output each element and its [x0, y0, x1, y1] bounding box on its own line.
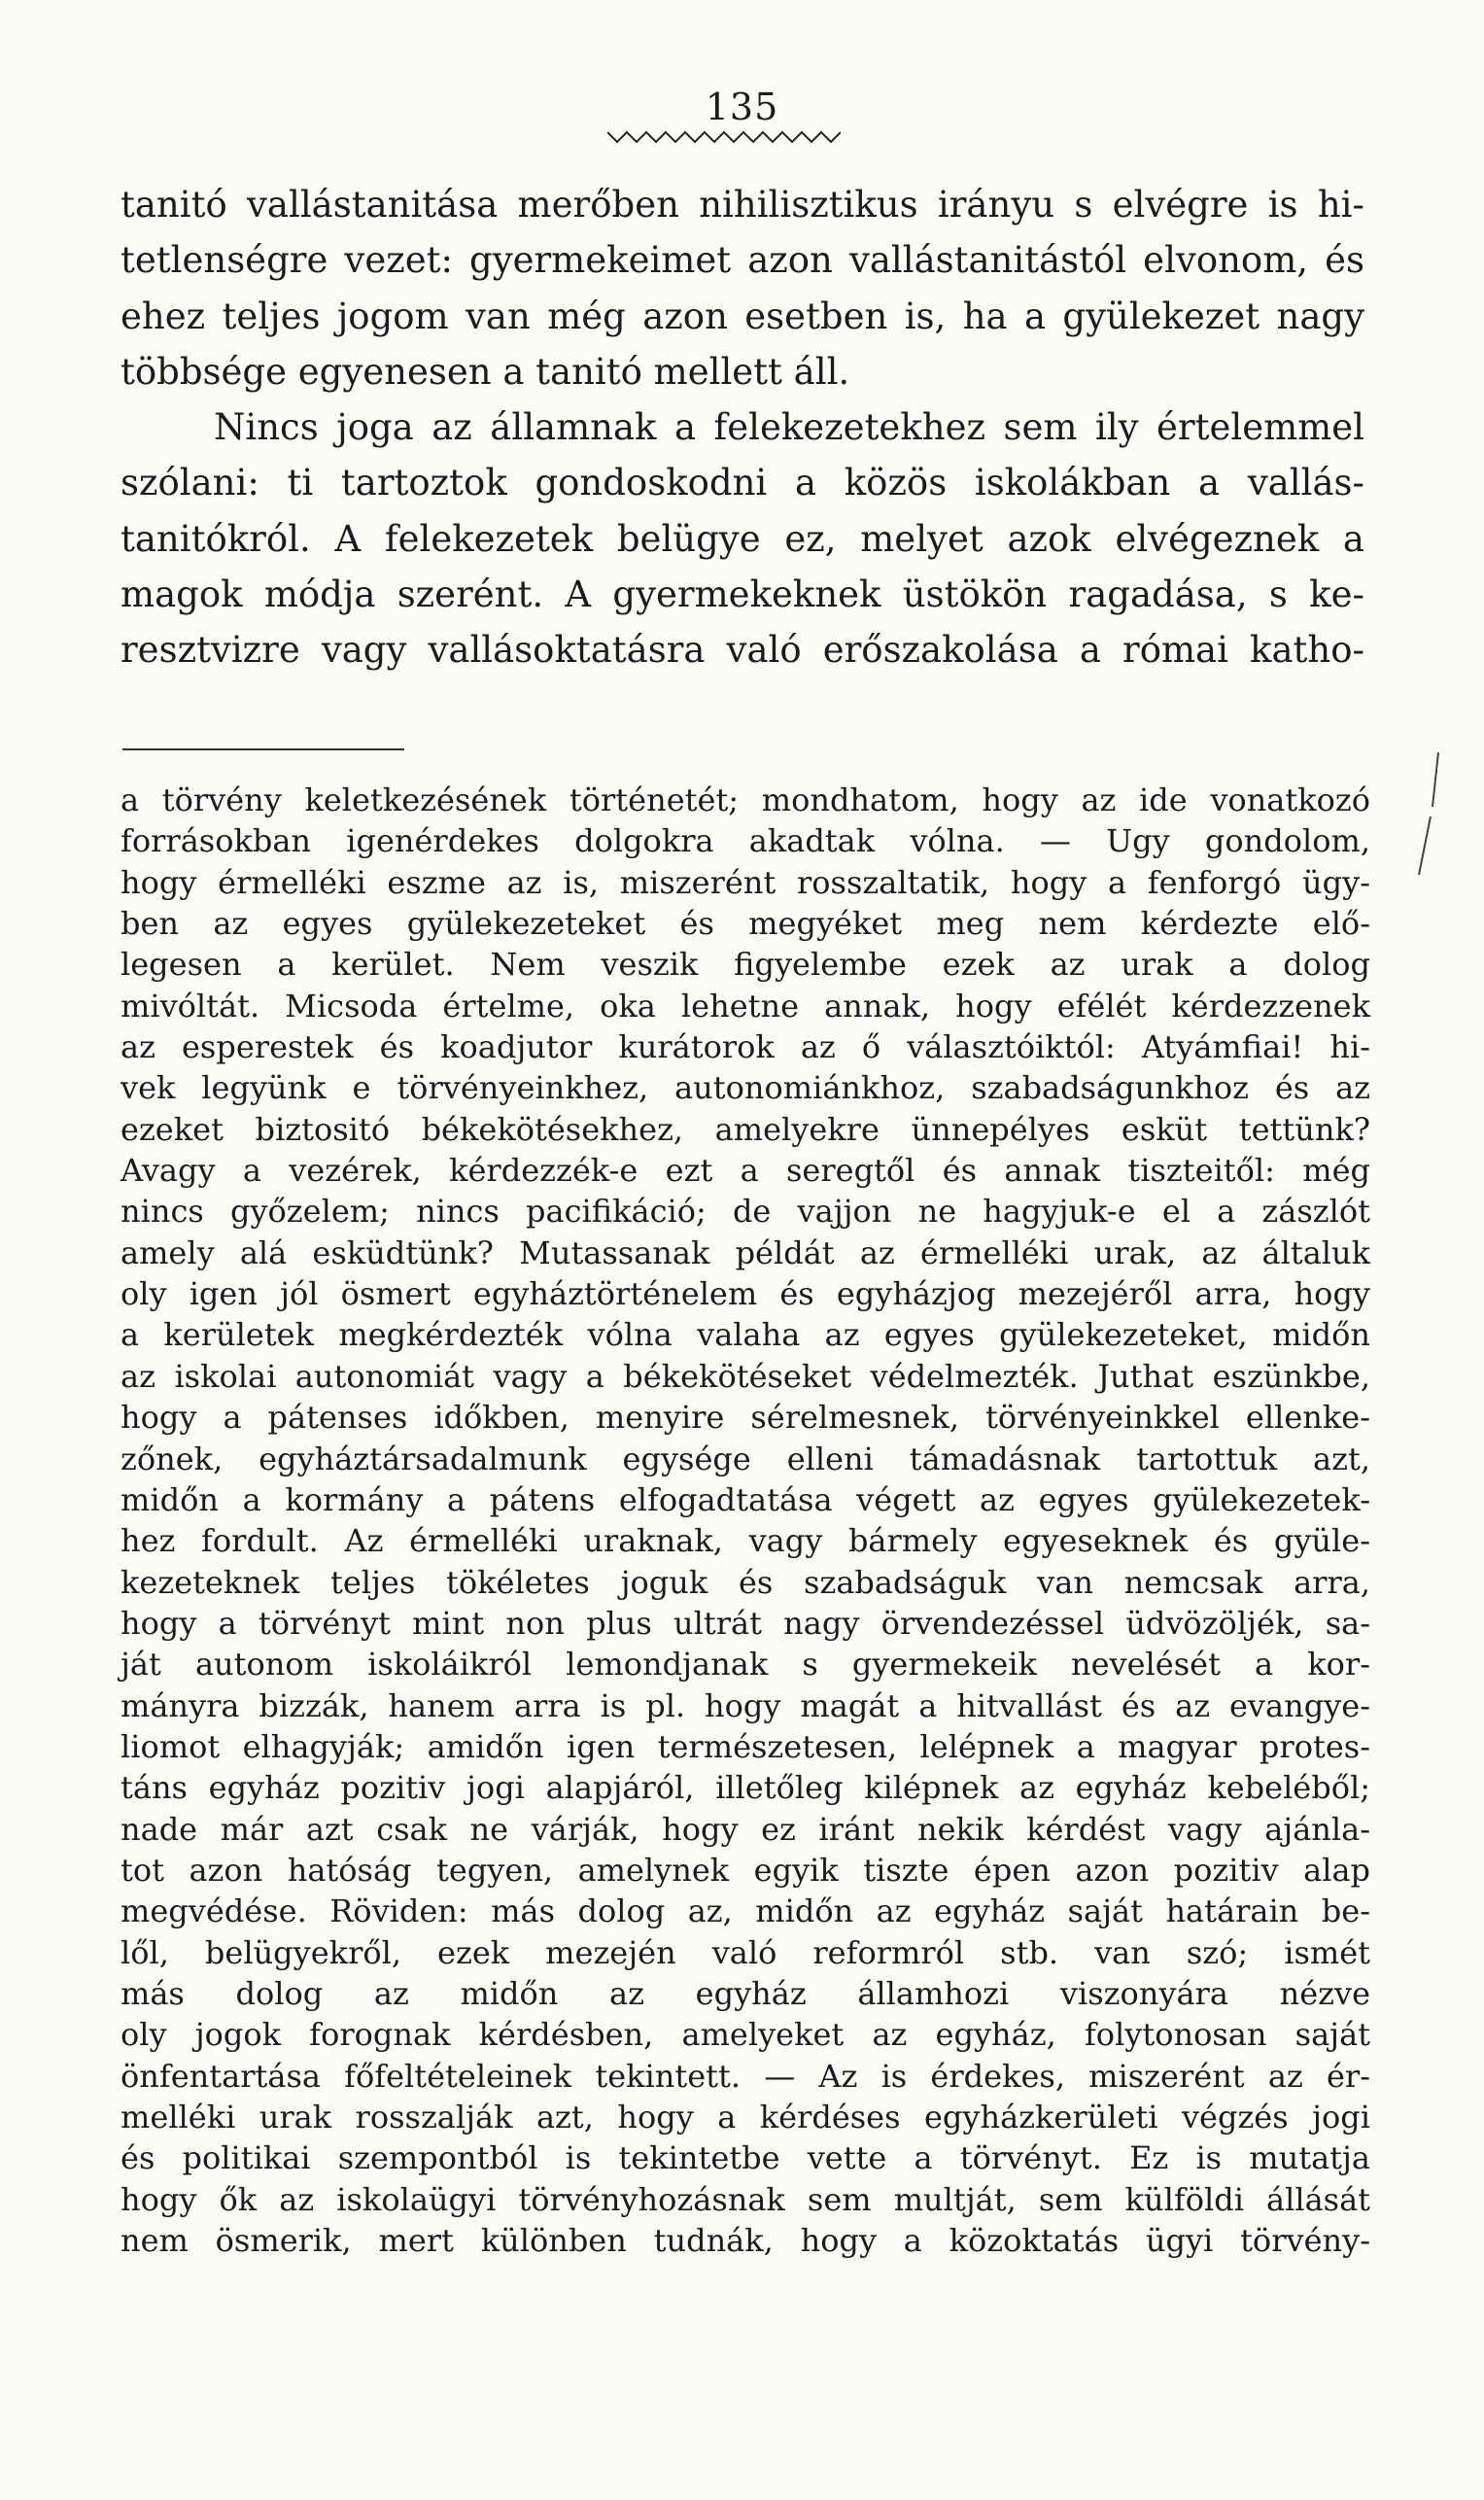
main-line: magok módja szerént. A gyermekeknek üstökön ragadása, s ke- — [121, 573, 1364, 616]
footnote-line: nincs győzelem; nincs pacifikáció; de vajjon ne hagyjuk-e el a zászlót — [121, 1193, 1370, 1231]
footnote-line: hogy érmelléki eszme az is, miszerént rosszaltatik, hogy a fenforgó ügy- — [121, 863, 1370, 901]
footnote-line: mányra bizzák, hanem arra is pl. hogy magát a hitvallást és az evangye- — [121, 1686, 1370, 1724]
main-line: többsége egyenesen a tanitó mellett áll. — [121, 350, 850, 393]
footnote-line: megvédése. Röviden: más dolog az, midőn az egyház saját határain be- — [121, 1892, 1370, 1930]
main-line: tanitó vallástanitása merőben nihilisztikus irányu s elvégre is hi- — [121, 184, 1364, 226]
ornament-zigzag — [607, 126, 841, 148]
footnote-line: az iskolai autonomiát vagy a békekötéseket védelmezték. Juthat eszünkbe, — [121, 1357, 1370, 1395]
footnote-line: ezeket biztositó békekötésekhez, amelyekre ünnepélyes esküt tettünk? — [121, 1110, 1370, 1148]
main-text — [121, 177, 1364, 678]
footnote-line: hogy a pátenses időkben, menyire sérelmesnek, törvényeinkkel ellenke- — [121, 1399, 1370, 1437]
footnote-line: a kerületek megkérdezték vólna valaha az egyes gyülekezeteket, midőn — [121, 1316, 1370, 1354]
footnote-line: amely alá esküdtünk? Mutassanak példát az érmelléki urak, az általuk — [121, 1233, 1370, 1271]
footnote-separator — [122, 748, 404, 750]
footnote-line: hogy ők az iskolaügyi törvényhozásnak sem multját, sem külföldi állását — [121, 2180, 1370, 2218]
footnote-line: liomot elhagyják; amidőn igen természetesen, lelépnek a magyar protes- — [121, 1727, 1370, 1765]
footnote-line: mivóltát. Micsoda értelme, oka lehetne annak, hogy efélét kérdezzenek — [121, 987, 1370, 1024]
footnote-line: táns egyház pozitiv jogi alapjáról, illetőleg kilépnek az egyház kebeléből; — [121, 1769, 1370, 1807]
footnote-line: nade már azt csak ne várják, hogy ez iránt nekik kérdést vagy ajánla- — [121, 1810, 1370, 1848]
main-line: ehez teljes jogom van még azon esetben is, ha a gyülekezet nagy — [121, 295, 1364, 337]
footnote-line: önfentartása főfeltételeinek tekintett. — Az is érdekes, miszerént az ér- — [121, 2057, 1370, 2095]
footnote-line: és politikai szempontból is tekintetbe vette a törvényt. Ez is mutatja — [121, 2139, 1370, 2177]
footnote-line: Avagy a vezérek, kérdezzék-e ezt a seregtől és annak tiszteitől: még — [121, 1152, 1370, 1190]
footnote-line: tot azon hatóság tegyen, amelynek egyik tiszte épen azon pozitiv alap — [121, 1851, 1370, 1889]
footnote-line: zőnek, egyháztársadalmunk egysége elleni támadásnak tartottuk azt, — [121, 1440, 1370, 1477]
footnote-line: oly igen jól ösmert egyháztörténelem és egyházjog mezejéről arra, hogy — [121, 1275, 1370, 1313]
footnote-line: vek legyünk e törvényeinkhez, autonomiánkhoz, szabadságunkhoz és az — [121, 1069, 1370, 1107]
footnote-line: legesen a kerület. Nem veszik figyelembe ezek az urak a dolog — [121, 946, 1370, 984]
main-line: tetlenségre vezet: gyermekeimet azon vallástanitástól elvonom, és — [121, 239, 1364, 282]
footnote-line: hez fordult. Az érmelléki uraknak, vagy bármely egyeseknek és gyüle- — [121, 1522, 1370, 1560]
main-line: tanitókról. A felekezetek belügye ez, melyet azok elvégeznek a — [121, 517, 1364, 560]
margin-pencil-mark — [1409, 748, 1448, 885]
footnote-line: ját autonom iskoláikról lemondjanak s gyermekeik nevelését a kor- — [121, 1646, 1370, 1684]
footnote-line: melléki urak rosszalják azt, hogy a kérdéses egyházkerületi végzés jogi — [121, 2099, 1370, 2135]
footnote-block — [121, 780, 1370, 2261]
footnote-line: nem ösmerik, mert különben tudnák, hogy a közoktatás ügyi törvény- — [121, 2222, 1370, 2260]
footnote-line: midőn a kormány a pátens elfogadtatása végett az egyes gyülekezetek- — [121, 1480, 1370, 1518]
main-line: resztvizre vagy vallásoktatásra való erőszakolása a római katho- — [121, 629, 1364, 672]
footnote-line: az esperestek és koadjutor kurátorok az ő választóiktól: Atyámfiai! hi- — [121, 1028, 1370, 1066]
main-line: Nincs joga az államnak a felekezetekhez sem ily értelemmel — [214, 406, 1364, 449]
footnote-line: oly jogok forognak kérdésben, amelyeket az egyház, folytonosan saját — [121, 2016, 1370, 2054]
footnote-line: a törvény keletkezésének történetét; mondhatom, hogy az ide vonatkozó — [121, 781, 1370, 818]
footnote-line: kezeteknek teljes tökéletes joguk és szabadságuk van nemcsak arra, — [121, 1563, 1370, 1601]
footnote-line: ben az egyes gyülekezeteket és megyéket meg nem kérdezte elő- — [121, 905, 1370, 943]
footnote-line: más dolog az midőn az egyház államhozi viszonyára nézve — [121, 1974, 1370, 2012]
footnote-line: hogy a törvényt mint non plus ultrát nagy örvendezéssel üdvözöljék, sa- — [121, 1604, 1370, 1642]
footnote-line: lől, belügyekről, ezek mezején való reformról stb. van szó; ismét — [121, 1933, 1370, 1971]
footnote-line: forrásokban igenérdekes dolgokra akadtak vólna. — Ugy gondolom, — [121, 822, 1370, 860]
page-number: 135 — [705, 86, 779, 128]
main-line: szólani: ti tartoztok gondoskodni a közös iskolákban a vallás- — [121, 462, 1364, 504]
